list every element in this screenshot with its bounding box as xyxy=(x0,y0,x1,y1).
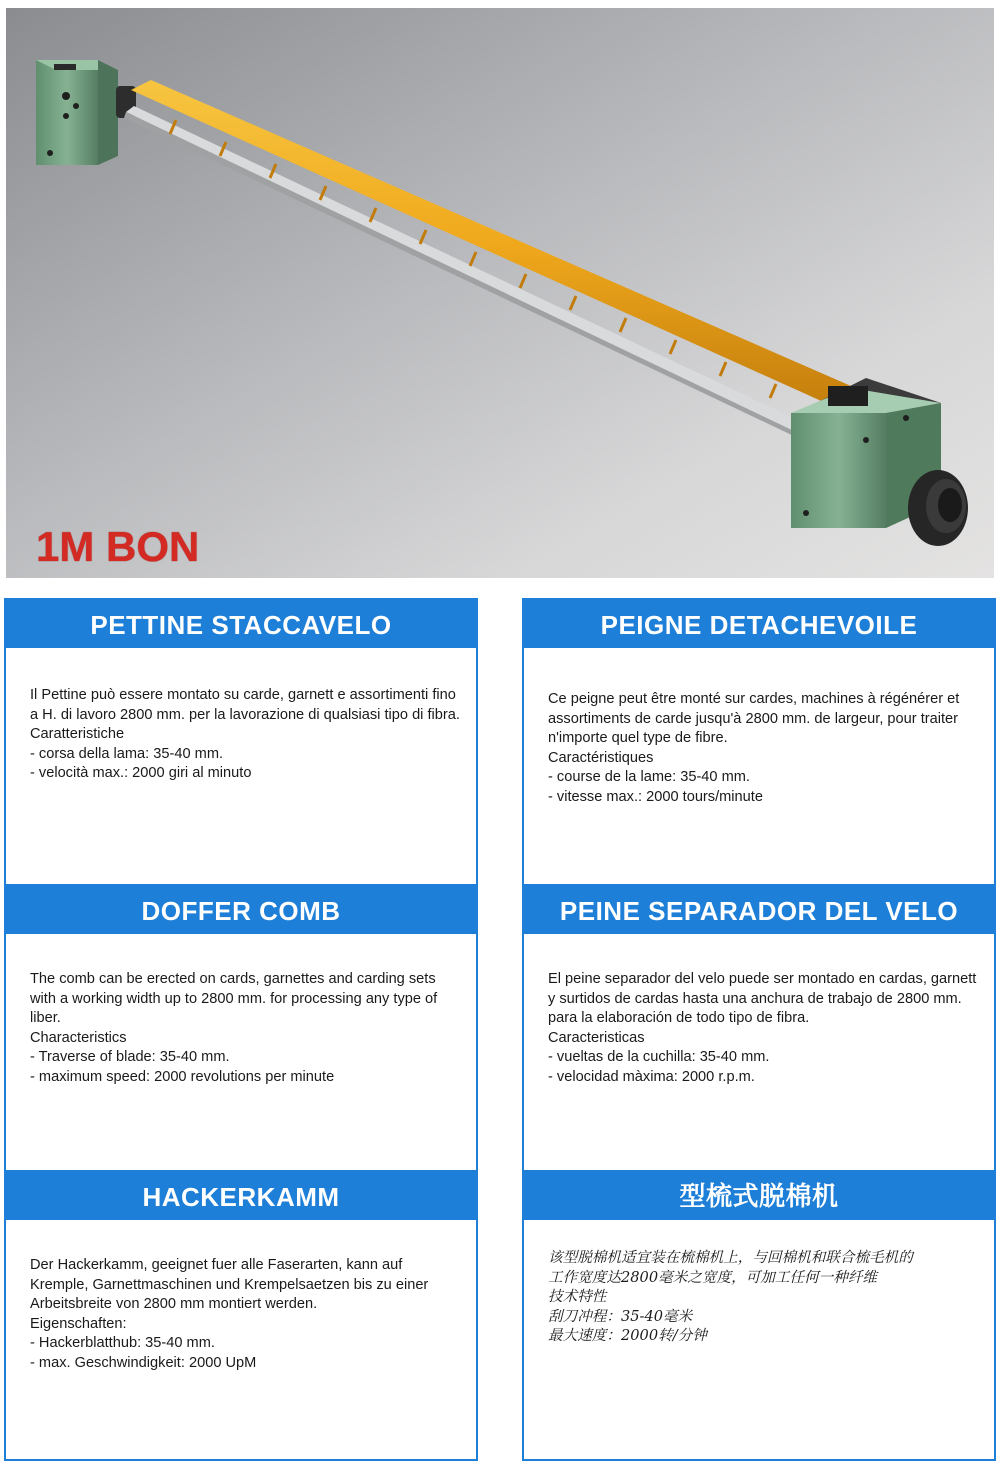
spec-item: - max. Geschwindigkeit: 2000 UpM xyxy=(30,1354,257,1371)
panel-title: HACKERKAMM xyxy=(6,1172,476,1220)
spec-item: - corsa della lama: 35-40 mm. xyxy=(30,745,224,762)
product-name: 1M BON xyxy=(36,523,200,570)
panel-description: Ce peigne peut être monté sur cardes, machines à régénérer et assortiments de carde jusqu'à 2800 mm. de largeur, pour traiter n'importe quel type de fibre. xyxy=(548,691,960,746)
handwritten-line: 该型脱棉机适宜装在梳棉机上，与回棉机和联合梳毛机的 xyxy=(548,1249,913,1266)
characteristics-label: Caratteristiche xyxy=(30,726,125,742)
handwritten-line: 最大速度：2000转/分钟 xyxy=(548,1327,707,1344)
handwritten-line: 技术特性 xyxy=(548,1288,607,1305)
spec-item: - vueltas de la cuchilla: 35-40 mm. xyxy=(548,1049,770,1065)
panel-german xyxy=(4,1170,478,1461)
spec-item: - Hackerblatthub: 35-40 mm. xyxy=(30,1335,215,1351)
spec-item: - vitesse max.: 2000 tours/minute xyxy=(548,788,763,805)
panel-title: PETTINE STACCAVELO xyxy=(6,600,476,648)
spec-item: - Traverse of blade: 35-40 mm. xyxy=(30,1049,230,1065)
characteristics-label: Eigenschaften: xyxy=(30,1315,127,1332)
panel-description: The comb can be erected on cards, garnettes and carding sets with a working width up to 2800 mm. for processing any type of liber. xyxy=(30,971,438,1026)
spec-item: - course de la lame: 35-40 mm. xyxy=(548,769,750,785)
characteristics-label: Caracteristicas xyxy=(548,1029,645,1046)
spec-item: - velocità max.: 2000 giri al minuto xyxy=(30,765,252,781)
panel-title: 型梳式脱棉机 xyxy=(524,1172,994,1220)
characteristics-label: Characteristics xyxy=(30,1029,127,1046)
handwritten-line: 刮刀冲程：35-40毫米 xyxy=(548,1307,693,1325)
spec-item: - velocidad màxima: 2000 r.p.m. xyxy=(548,1068,755,1085)
panel-italian xyxy=(4,598,478,886)
panel-title: DOFFER COMB xyxy=(6,886,476,934)
panel-title: PEINE SEPARADOR DEL VELO xyxy=(524,886,994,934)
panel-english xyxy=(4,884,478,1174)
handwritten-line: 工作宽度达2800毫米之宽度，可加工任何一种纤维 xyxy=(548,1268,878,1286)
panel-title: PEIGNE DETACHEVOILE xyxy=(524,600,994,648)
product-photo xyxy=(6,8,994,578)
panel-chinese xyxy=(522,1170,996,1461)
panel-spanish xyxy=(522,884,996,1174)
panel-description: Il Pettine può essere montato su carde, garnett e assortimenti fino a H. di lavoro 2800 mm. per la lavorazione di qualsiasi tipo di fibra. xyxy=(30,687,460,723)
spec-item: - maximum speed: 2000 revolutions per minute xyxy=(30,1068,335,1085)
panel-french xyxy=(522,598,996,886)
characteristics-label: Caractéristiques xyxy=(548,749,654,766)
panel-description: El peine separador del velo puede ser montado en cardas, garnett y surtidos de cardas hasta una anchura de trabajo de 2800 mm. para la elaboración de todo tipo de fibra. xyxy=(548,971,977,1026)
panel-description: Der Hackerkamm, geeignet fuer alle Faserarten, kann auf Kremple, Garnettmaschinen und Krempelsaetzen bis zu einer Arbeitsbreite von 2800 mm montiert werden. xyxy=(30,1257,429,1312)
